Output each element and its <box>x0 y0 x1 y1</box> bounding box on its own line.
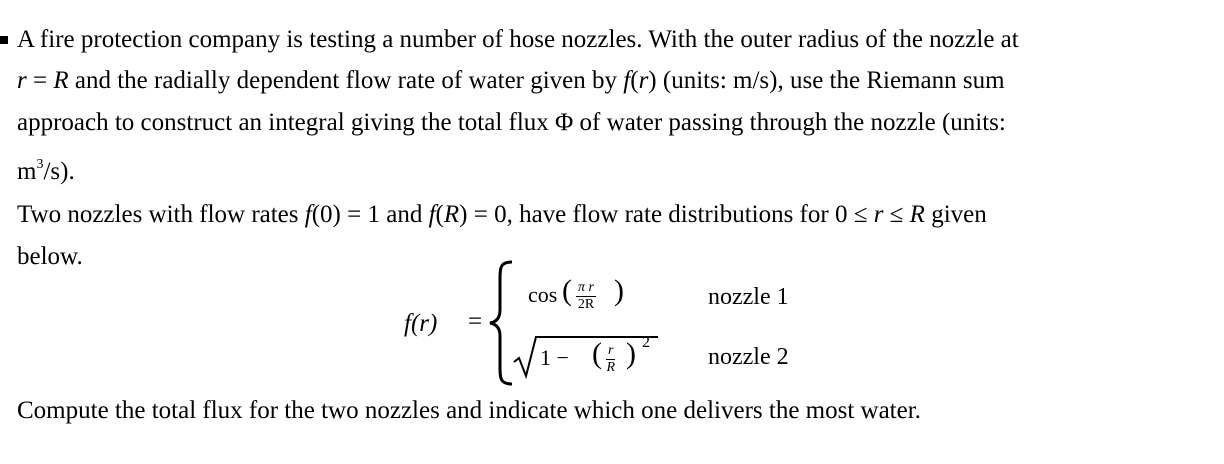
paren-close-2: ) <box>626 337 636 370</box>
formula-equals: = <box>468 308 483 335</box>
fraction-r-over-r: $\frac{r}{R}$ <box>606 343 615 375</box>
problem-line-5: Two nozzles with flow rates f(0) = 1 and f(R) = 0, have flow rate distributions for 0 ≤ r ≤ R given <box>17 201 987 228</box>
problem-line-1: A fire protection company is testing a number of hose nozzles. With the outer radius of the nozzle at <box>17 26 1019 53</box>
sqrt-lead: 1 − <box>540 345 569 370</box>
nozzle-2-label: nozzle 2 <box>708 344 789 370</box>
cos-function: cos <box>528 282 558 307</box>
nozzle-1-label: nozzle 1 <box>708 284 789 310</box>
list-bullet <box>0 36 8 44</box>
paren-close-1: ) <box>614 274 624 307</box>
problem-line-3: approach to construct an integral giving the total flux Φ of water passing through the nozzle (units: <box>17 109 1006 136</box>
sqrt-symbol <box>512 334 660 380</box>
fraction-pi-r-over-2r: $\frac{\text{π r}}{2R}$ <box>577 280 595 312</box>
problem-line-2: r = R and the radially dependent flow rate of water given by f(r) (units: m/s), use the Riemann sum <box>17 67 1005 94</box>
problem-line-4: $m^3/s$). <box>17 157 75 185</box>
problem-line-6: below. <box>17 243 83 270</box>
exponent: 2 <box>642 334 650 351</box>
paren-open-2: ( <box>592 337 602 370</box>
final-question: Compute the total flux for the two nozzles and indicate which one delivers the most water. <box>17 397 921 424</box>
paren-open-1: ( <box>562 274 572 307</box>
formula-lhs: f(r) <box>404 310 438 337</box>
